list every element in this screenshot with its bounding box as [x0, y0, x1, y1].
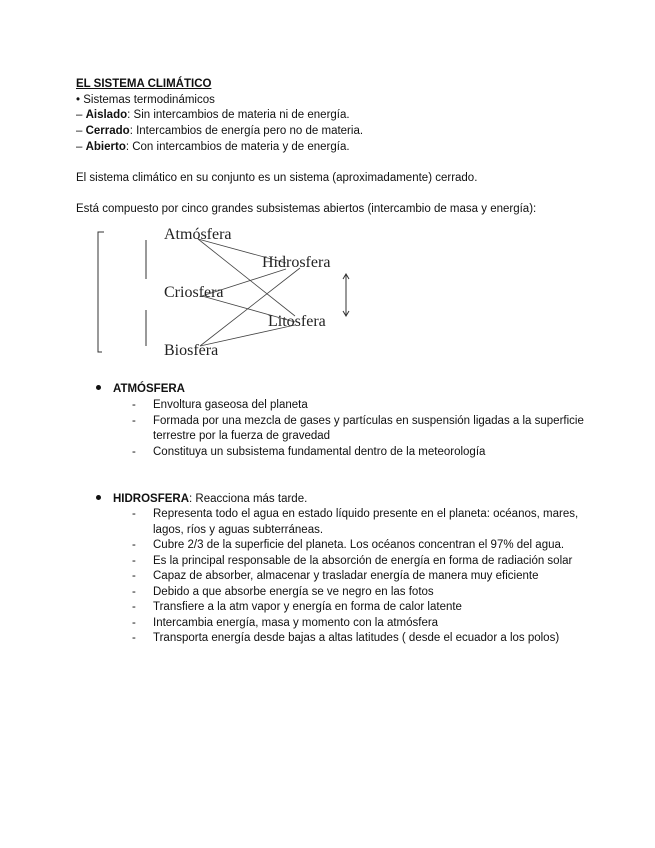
- section-title: ATMÓSFERA: [113, 383, 185, 395]
- type-desc: : Intercambios de energía pero no de materia.: [129, 125, 364, 137]
- list-item-text: Constituya un subsistema fundamental dentro de la meteorología: [153, 445, 486, 458]
- list-item: [132, 569, 582, 585]
- list-item: [132, 445, 592, 461]
- type-prefix: –: [76, 125, 86, 137]
- link-biosfera-hidrosfera: [200, 268, 300, 346]
- list-item: [132, 414, 592, 445]
- label-litosfera: Litosfera: [268, 313, 326, 330]
- hidrosfera-list: [132, 507, 582, 647]
- system-type-cerrado: [76, 124, 363, 138]
- dash-icon: -: [132, 585, 136, 598]
- atmosfera-list: [132, 398, 592, 460]
- list-item-text: Capaz de absorber, almacenar y trasladar energía de manera muy eficiente: [153, 570, 539, 582]
- label-biosfera: Biosfera: [164, 342, 219, 359]
- label-criosfera: Criosfera: [164, 284, 224, 301]
- list-item-text: Representa todo el agua en estado líquido presente en el planeta: océanos, mares, lagos, ríos y aguas subterráneas.: [153, 508, 579, 536]
- dash-icon: -: [132, 632, 136, 644]
- list-item-text: Transporta energía desde bajas a altas latitudes ( desde el ecuador a los polos): [153, 632, 560, 644]
- list-item: [132, 538, 582, 554]
- paragraph-subsystems: Está compuesto por cinco grandes subsistemas abiertos (intercambio de masa y energía):: [76, 203, 537, 215]
- bullet-icon: [96, 385, 101, 390]
- dash-icon: -: [132, 399, 136, 411]
- dash-icon: -: [132, 508, 136, 520]
- type-term: Aislado: [85, 109, 128, 121]
- list-item-text: Debido a que absorbe energía se ve negro en las fotos: [153, 585, 434, 598]
- dash-icon: -: [132, 414, 136, 427]
- bullet-icon: [96, 495, 101, 500]
- section-atmosfera-heading: [96, 382, 185, 396]
- list-item: [132, 398, 592, 414]
- subsystems-diagram: [90, 222, 370, 362]
- list-item-text: Es la principal responsable de la absorción de energía en forma de radiación solar: [153, 554, 573, 567]
- dash-icon: -: [132, 601, 136, 613]
- list-item: [132, 600, 582, 616]
- list-item: [132, 585, 582, 601]
- paragraph-closed-system: El sistema climático en su conjunto es un sistema (aproximadamente) cerrado.: [76, 172, 478, 184]
- list-item-text: Envoltura gaseosa del planeta: [153, 399, 308, 411]
- page-title: EL SISTEMA CLIMÁTICO: [76, 78, 212, 90]
- systems-label: • Sistemas termodinámicos: [76, 94, 215, 106]
- type-desc: : Sin intercambios de materia ni de energía.: [127, 109, 350, 121]
- left-bracket: [98, 232, 104, 352]
- label-atmosfera: Atmósfera: [164, 226, 232, 243]
- link-atmosfera-litosfera: [198, 239, 295, 316]
- type-prefix: –: [76, 141, 86, 153]
- list-item-text: Formada por una mezcla de gases y partículas en suspensión ligadas a la superficie terrestre por la fuerza de gravedad: [153, 414, 584, 442]
- dash-icon: -: [132, 445, 136, 458]
- label-hidrosfera: Hidrosfera: [262, 254, 331, 271]
- list-item: [132, 616, 582, 632]
- dash-icon: -: [132, 554, 136, 567]
- type-term: Abierto: [85, 141, 126, 153]
- list-item-text: Cubre 2/3 de la superficie del planeta. Los océanos concentran el 97% del agua.: [153, 539, 565, 551]
- list-item: [132, 507, 582, 538]
- list-item-text: Intercambia energía, masa y momento con la atmósfera: [153, 616, 439, 629]
- type-term: Cerrado: [85, 125, 130, 137]
- list-item: [132, 631, 582, 647]
- list-item: [132, 554, 582, 570]
- list-item-text: Transfiere a la atm vapor y energía en forma de calor latente: [153, 601, 462, 613]
- dash-icon: -: [132, 539, 136, 551]
- type-prefix: –: [76, 109, 86, 121]
- dash-icon: -: [132, 570, 136, 582]
- dash-icon: -: [132, 616, 136, 629]
- type-desc: : Con intercambios de materia y de energía.: [125, 141, 350, 153]
- section-hidrosfera-heading: [96, 492, 307, 506]
- system-type-aislado: [76, 108, 350, 122]
- system-type-abierto: [76, 140, 350, 154]
- section-title: HIDROSFERA: [113, 493, 190, 505]
- section-subtitle: : Reacciona más tarde.: [189, 493, 308, 505]
